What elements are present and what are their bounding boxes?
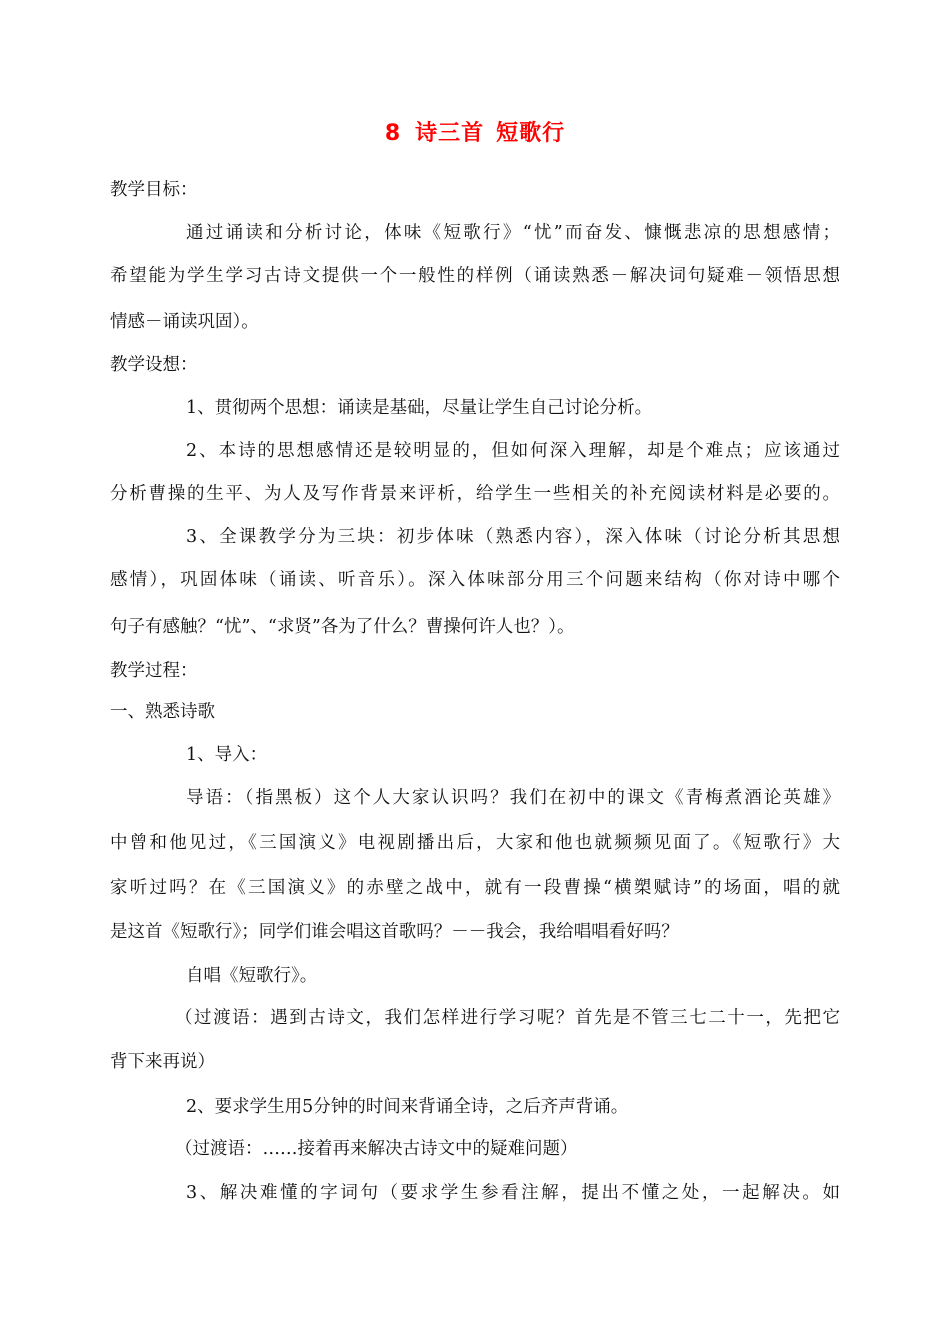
section-heading: 一、熟悉诗歌 — [110, 702, 215, 722]
paragraph-line: 自唱《短歌行》。 — [186, 966, 318, 986]
paragraph-line: 通过诵读和分析讨论，体味《短歌行》“忧”而奋发、慷慨悲凉的思想感情； — [186, 223, 840, 243]
paragraph-line: 情感－诵读巩固）。 — [110, 312, 259, 332]
paragraph-line: （过渡语：遇到古诗文，我们怎样进行学习呢？首先是不管三七二十一，先把它 — [175, 1008, 840, 1028]
lesson-number: 8 — [384, 121, 402, 146]
document-title — [0, 116, 950, 147]
title-part2: 短歌行 — [496, 121, 566, 146]
title-part1: 诗三首 — [415, 121, 485, 146]
paragraph-line: 希望能为学生学习古诗文提供一个一般性的样例（诵读熟悉－解决词句疑难－领悟思想 — [110, 266, 840, 286]
heading-design: 教学设想： — [110, 355, 198, 375]
paragraph-line: （过渡语：……接着再来解决古诗文中的疑难问题） — [175, 1139, 578, 1159]
paragraph-line: 句子有感触？“忧”、“求贤”各为了什么？曹操何许人也？）。 — [110, 617, 575, 637]
paragraph-line: 2、本诗的思想感情还是较明显的，但如何深入理解，却是个难点；应该通过 — [186, 441, 840, 461]
paragraph-line: 3、解决难懂的字词句（要求学生参看注解，提出不懂之处，一起解决。如 — [186, 1183, 840, 1203]
paragraph-line: 中曾和他见过，《三国演义》电视剧播出后，大家和他也就频频见面了。《短歌行》大 — [110, 833, 840, 853]
heading-goals: 教学目标： — [110, 180, 198, 200]
paragraph-line: 1、贯彻两个思想：诵读是基础，尽量让学生自己讨论分析。 — [186, 398, 653, 418]
paragraph-line: 导语：（指黑板）这个人大家认识吗？我们在初中的课文《青梅煮酒论英雄》 — [186, 788, 840, 808]
paragraph-line: 家听过吗？在《三国演义》的赤壁之战中，就有一段曹操“横槊赋诗”的场面，唱的就 — [110, 878, 840, 898]
paragraph-line: 3、全课教学分为三块：初步体味（熟悉内容），深入体味（讨论分析其思想 — [186, 527, 840, 547]
paragraph-line: 感情），巩固体味（诵读、听音乐）。深入体味部分用三个问题来结构（你对诗中哪个 — [110, 570, 840, 590]
paragraph-line: 2、要求学生用5分钟的时间来背诵全诗，之后齐声背诵。 — [186, 1097, 629, 1117]
paragraph-line: 分析曹操的生平、为人及写作背景来评析，给学生一些相关的补充阅读材料是必要的。 — [110, 484, 840, 504]
heading-process: 教学过程： — [110, 661, 198, 681]
paragraph-line: 是这首《短歌行》；同学们谁会唱这首歌吗？－－我会，我给唱唱看好吗？ — [110, 922, 679, 942]
paragraph-line: 背下来再说） — [110, 1052, 215, 1072]
paragraph-line: 1、导入： — [186, 745, 268, 765]
